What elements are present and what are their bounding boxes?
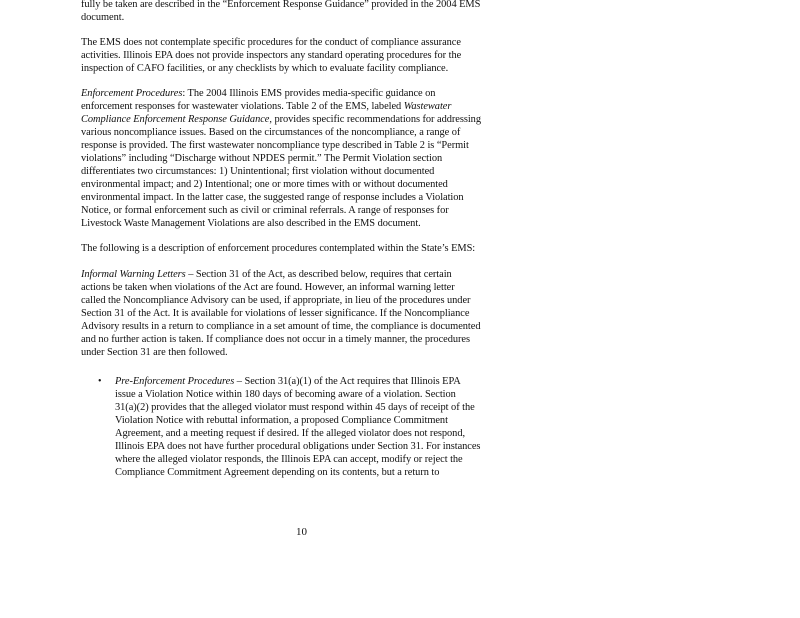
text-line: Livestock Waste Management Violations are also described in the EMS document.	[81, 218, 421, 229]
text-line: various noncompliance issues. Based on the circumstances of the noncompliance, a range of	[81, 127, 461, 138]
text-line: issue a Violation Notice within 180 days of becoming aware of a violation. Section	[115, 389, 456, 400]
text-line: called the Noncompliance Advisory can be used, if appropriate, in lieu of the procedures under	[81, 295, 471, 306]
text-span: – Section 31(a)(1) of the Act requires that Illinois EPA	[234, 376, 461, 387]
text-span: : The 2004 Illinois EMS provides media-specific guidance on	[182, 88, 436, 99]
text-line: violations” including “Discharge without NPDES permit.” The Permit Violation section	[81, 153, 443, 164]
text-line: The EMS does not contemplate specific procedures for the conduct of compliance assurance	[81, 37, 461, 48]
text-line	[81, 87, 435, 100]
text-line: and no further action is taken. If compliance does not occur in a timely manner, the procedures	[81, 334, 470, 345]
text-line	[81, 113, 481, 126]
text-line: 31(a)(2) provides that the alleged violator must respond within 45 days of receipt of the	[115, 402, 475, 413]
text-line: Illinois EPA does not have further procedural obligations under Section 31. For instances	[115, 441, 481, 452]
text-line	[81, 100, 451, 113]
text-line: Violation Notice with rebuttal information, a proposed Compliance Commitment	[115, 415, 448, 426]
text-line: Advisory results in a return to compliance in a set amount of time, the compliance is documented	[81, 321, 481, 332]
section-heading: Pre-Enforcement Procedures	[115, 376, 235, 387]
italic-title: Wastewater	[403, 101, 452, 112]
text-line: environmental impact. In the latter case, the suggested range of response includes a Violation	[81, 192, 464, 203]
text-line: response is provided. The first wastewater noncompliance type described in Table 2 is “Permit	[81, 140, 469, 151]
italic-title: Compliance Enforcement Response Guidance	[81, 114, 270, 125]
text-span: enforcement responses for wastewater violations. Table 2 of the EMS, labeled	[81, 101, 404, 112]
text-span: – Section 31 of the Act, as described below, requires that certain	[185, 269, 452, 280]
text-line: fully be taken are described in the “Enforcement Response Guidance” provided in the 2004 EMS	[81, 0, 481, 10]
section-heading: Enforcement Procedures	[81, 88, 183, 99]
text-line	[81, 268, 452, 281]
text-line: Compliance Commitment Agreement depending on its contents, but a return to	[115, 467, 440, 478]
page-number: 10	[296, 526, 307, 538]
text-line: Notice, or formal enforcement such as civil or criminal referrals. A range of responses for	[81, 205, 449, 216]
text-line: differentiates two circumstances: 1) Unintentional; first violation without documented	[81, 166, 435, 177]
bullet-marker: •	[98, 376, 102, 387]
text-line: activities. Illinois EPA does not provide inspectors any standard operating procedures for the	[81, 50, 462, 61]
text-span: , provides specific recommendations for addressing	[269, 114, 481, 125]
text-line: where the alleged violator responds, the Illinois EPA can accept, modify or reject the	[115, 454, 463, 465]
text-line: inspection of CAFO facilities, or any checklists by which to evaluate facility compliance.	[81, 63, 449, 74]
text-line: The following is a description of enforcement procedures contemplated within the State’s EMS:	[81, 243, 476, 254]
text-line: under Section 31 are then followed.	[81, 347, 228, 358]
text-line: Agreement, and a meeting request if desired. If the alleged violator does not respond,	[115, 428, 466, 439]
text-line: environmental impact; and 2) Intentional; one or more times with or without documented	[81, 179, 448, 190]
text-line: document.	[81, 12, 125, 23]
section-heading: Informal Warning Letters	[81, 269, 186, 280]
text-line: Section 31 of the Act. It is available for violations of lesser significance. If the Noncompliance	[81, 308, 470, 319]
text-line: actions be taken when violations of the Act are found. However, an informal warning letter	[81, 282, 455, 293]
text-line	[115, 375, 461, 388]
